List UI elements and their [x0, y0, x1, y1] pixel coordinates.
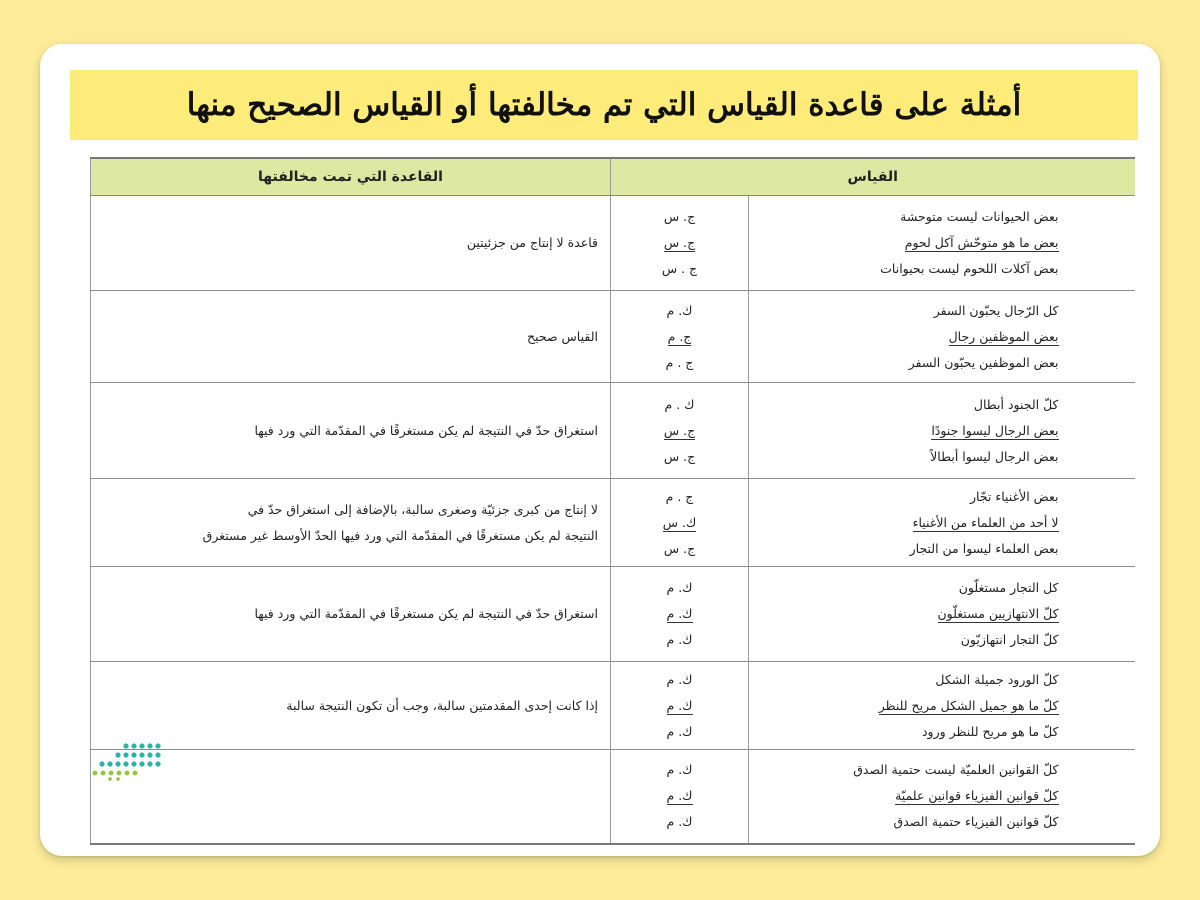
major-premise: كلّ الجنود أبطال: [973, 396, 1059, 412]
major-premise: بعض الأغنياء تجّار: [969, 488, 1059, 504]
page-title: أمثلة على قاعدة القياس التي تم مخالفتها أو القياس الصحيح منها: [186, 87, 1022, 123]
proposition-code: ك. م: [666, 762, 693, 778]
minor-premise: كلّ ما هو جميل الشكل مريح للنظر: [878, 697, 1059, 713]
table-row: [91, 196, 1135, 291]
proposition-code: ك. م: [666, 671, 693, 687]
table-row: [91, 479, 1135, 567]
table-row: [91, 750, 1135, 844]
minor-premise: لا أحد من العلماء من الأغنياء: [912, 514, 1059, 530]
premises-cell: [749, 750, 1135, 844]
minor-premise: بعض ما هو متوحّش آكل لحوم: [904, 235, 1059, 250]
proposition-code: ج. س: [663, 422, 696, 438]
proposition-code: ك. م: [666, 580, 693, 595]
proposition-code: ك . م: [664, 396, 695, 412]
proposition-code: ك. م: [666, 606, 693, 621]
proposition-code: ج. س: [663, 448, 696, 464]
rule-cell: استغراق حدّ في النتيجة لم يكن مستغرقًا في المقدّمة التي ورد فيها: [91, 567, 611, 662]
proposition-code: ج. س: [663, 235, 696, 250]
syllogism-table: [90, 157, 1135, 845]
proposition-code: ك. م: [666, 814, 693, 830]
proposition-code: ك. م: [666, 632, 693, 647]
table-row: [91, 383, 1135, 479]
minor-premise: بعض الرجال ليسوا جنودًا: [931, 422, 1059, 438]
rule-cell: [91, 750, 611, 844]
table-row: [91, 567, 1135, 662]
proposition-code: ك. س: [662, 514, 697, 530]
major-premise: كل الرّجال يحبّون السفر: [933, 302, 1059, 318]
proposition-code: ج . م: [665, 354, 694, 370]
proposition-code: ك. م: [666, 697, 693, 713]
proposition-code: ك. م: [666, 302, 693, 318]
codes-cell: [611, 291, 749, 383]
conclusion: بعض آكلات اللحوم ليست بحيوانات: [880, 261, 1059, 276]
rule-cell: القياس صحيح: [91, 291, 611, 383]
conclusion: بعض الموظفين يحبّون السفر: [908, 354, 1059, 370]
codes-cell: [611, 479, 749, 567]
proposition-code: ج. س: [663, 209, 696, 224]
title-banner: [70, 70, 1138, 140]
conclusion: كلّ التجار انتهازيّون: [960, 632, 1059, 647]
codes-cell: [611, 750, 749, 844]
proposition-code: ج. س: [663, 540, 696, 556]
header-syllogism: القياس: [611, 158, 1135, 196]
premises-cell: [749, 479, 1135, 567]
codes-cell: [611, 383, 749, 479]
minor-premise: كلّ قوانين الفيزياء قوانين علميّة: [895, 788, 1059, 804]
codes-cell: [611, 662, 749, 750]
major-premise: كل التجار مستغلّون: [958, 580, 1059, 595]
rule-cell: قاعدة لا إنتاج من جزئيتين: [91, 196, 611, 291]
rule-cell: إذا كانت إحدى المقدمتين سالبة، وجب أن تكون النتيجة سالبة: [91, 662, 611, 750]
rule-line: النتيجة لم يكن مستغرقًا في المقدّمة التي ورد فيها الحدّ الأوسط غير مستغرق: [202, 527, 598, 543]
minor-premise: كلّ الانتهازيين مستغلّون: [937, 606, 1059, 621]
table-row: [91, 662, 1135, 750]
codes-cell: [611, 196, 749, 291]
header-rule: القاعدة التي تمت مخالفتها: [91, 158, 611, 196]
rule-cell: استغراق حدّ في النتيجة لم يكن مستغرقًا في المقدّمة التي ورد فيها: [91, 383, 611, 479]
premises-cell: [749, 567, 1135, 662]
minor-premise: بعض الموظفين رجال: [948, 328, 1059, 344]
conclusion: كلّ قوانين الفيزياء حتمية الصدق: [893, 814, 1059, 830]
major-premise: كلّ الورود جميلة الشكل: [935, 671, 1059, 687]
table-header-row: [91, 158, 1135, 196]
table-row: [91, 291, 1135, 383]
premises-cell: [749, 291, 1135, 383]
ministry-logo-icon: [92, 741, 164, 781]
conclusion: بعض الرجال ليسوا أبطالاً: [930, 448, 1059, 464]
proposition-code: ج . س: [661, 261, 698, 276]
proposition-code: ج . م: [665, 488, 694, 504]
major-premise: كلّ القوانين العلميّة ليست حتمية الصدق: [853, 762, 1059, 778]
major-premise: بعض الحيوانات ليست متوحشة: [900, 209, 1059, 224]
conclusion: كلّ ما هو مريح للنظر ورود: [921, 723, 1059, 739]
conclusion: بعض العلماء ليسوا من التجار: [909, 540, 1059, 556]
rule-cell: [91, 479, 611, 567]
proposition-code: ك. م: [666, 788, 693, 804]
proposition-code: ك. م: [666, 723, 693, 739]
codes-cell: [611, 567, 749, 662]
premises-cell: [749, 662, 1135, 750]
proposition-code: ج. م: [667, 328, 692, 344]
premises-cell: [749, 196, 1135, 291]
premises-cell: [749, 383, 1135, 479]
rule-line: لا إنتاج من كبرى جزئيّة وصغرى سالبة، بالإضافة إلى استغراق حدّ في: [247, 501, 598, 517]
